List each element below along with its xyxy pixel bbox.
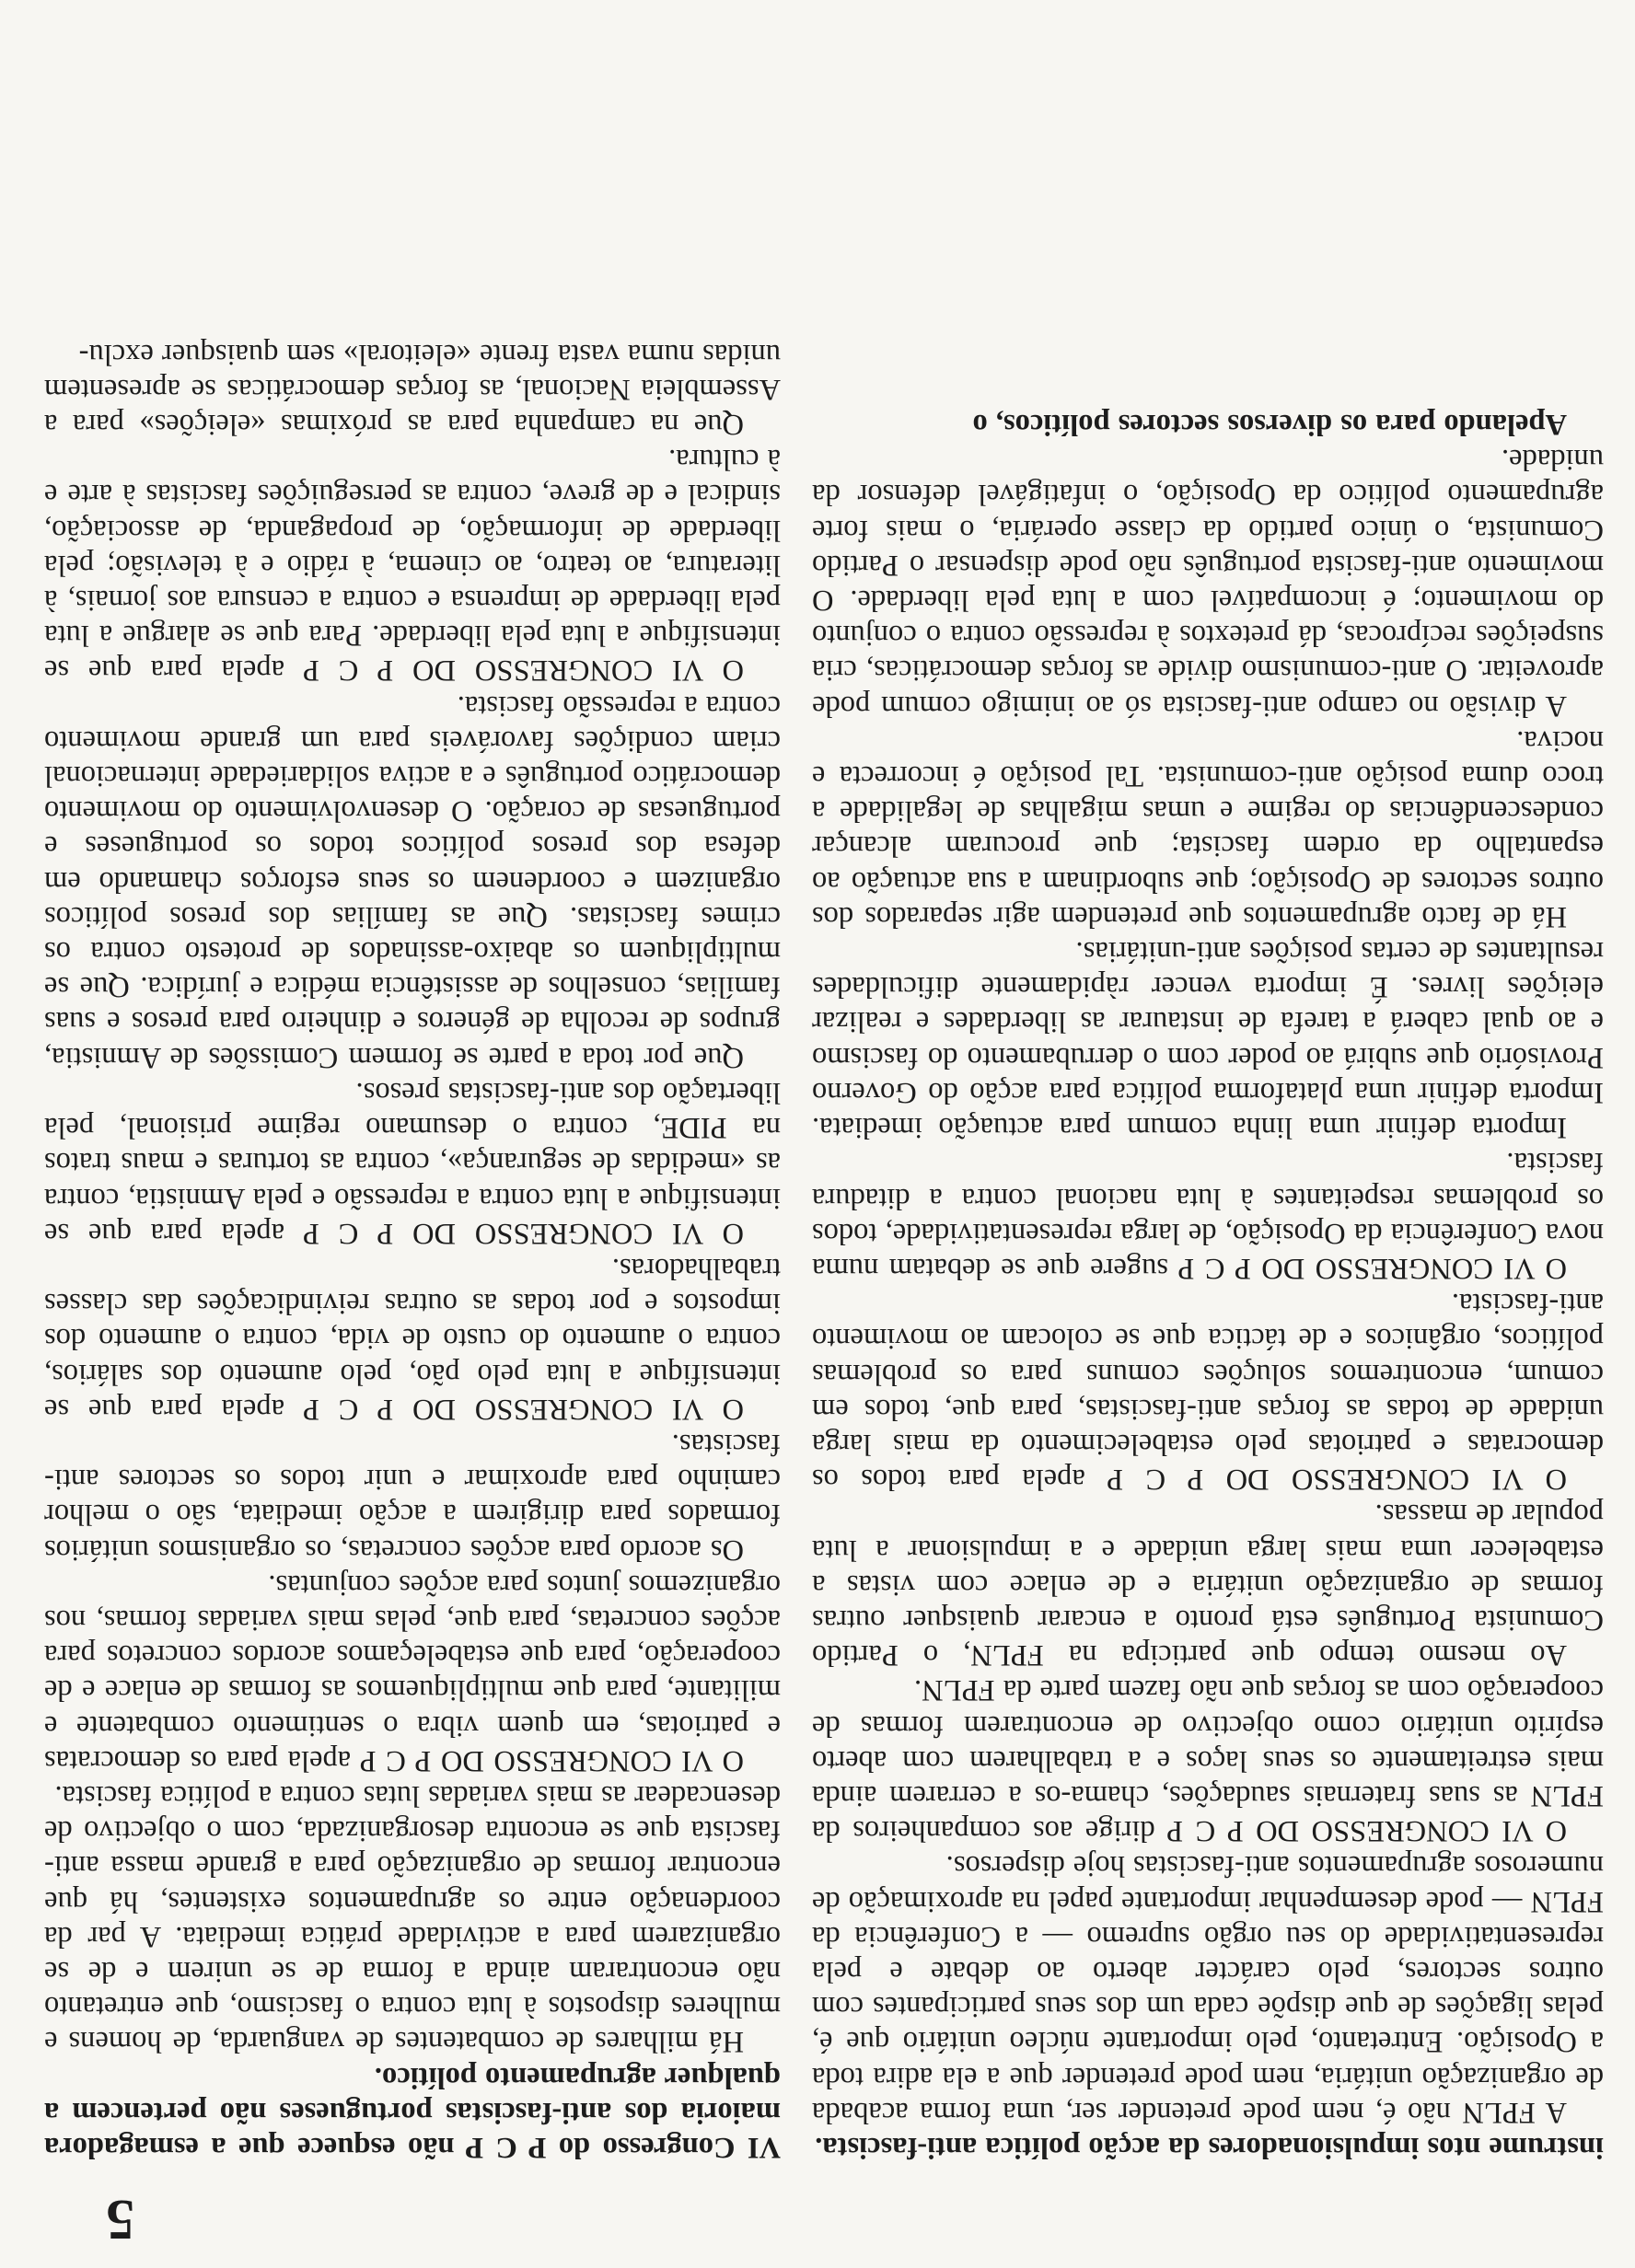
paragraph: Há milhares de combatentes de vanguarda, de homens e mulheres dispostos à luta contra o fascismo, que entretanto não encontraram ainda a forma de se unirem e de se organizarem para a actividade prática imediata. A par da coordenação entre os agrupamentos existentes, há que encontrar formas de organização para a grande massa anti-fascista que se encontra desorganizada, com o objectivo de desencadear as mais variadas lutas contra a política fascista. xyxy=(44,1778,781,2059)
paragraph: O VI CONGRESSO DO P C P apela para os democratas e patriotas, em quem vibra o sentimento combatente e militante, para que multipliquemos as formas de enlace e de cooperação, para que estabeleçamos acordos concretos para acções concretas, para que, pelas mais variadas formas, nos organizemos juntos para acções conjuntas. xyxy=(44,1568,781,1777)
paragraph: Há de facto agrupamentos que pretendem agir separados dos outros sectores de Oposição; que subordinam a sua actuação ao espantalho da ordem fascista; que procuram alcançar condescendências do regime e umas migalhas de legalidade a troco duma posição anti-comunista. Tal posição é incorrecta e nociva. xyxy=(812,723,1604,933)
paragraph: O VI CONGRESSO DO P C P apela para que se intensifique a luta pela liberdade. Para que se alargue a luta pela liberdade de imprensa e contra a censura aos jornais, à literatura, ao teatro, ao cinema, à rádio e à televisão; pela liberdade de informação, de propaganda, de associação, sindical e de greve, contra as perseguições fascistas à arte e à cultura. xyxy=(44,443,781,688)
page-number: 5 xyxy=(106,2188,134,2251)
paragraph: O VI CONGRESSO DO P C P apela para que se intensifique a luta contra a repressão e pela Amnistia, contra as «medidas de segurança», contra as torturas e maus tratos na PIDE, contra o desumano regime prisional, pela libertação dos anti-fascistas presos. xyxy=(44,1075,781,1250)
left-column xyxy=(812,20,1604,2165)
paragraph: A divisão no campo anti-fascista só ao inimigo comum pode aproveitar. O anti-comunismo divide as forças democráticas, cria suspeições recíprocas, dá pretextos à repressão contra o conjunto do movimento; é incompatível com a luta pela liberdade. O movimento anti-fascista português não pode dispensar o Partido Comunista, o único partido da classe operária, o mais forte agrupamento político da Oposição, o infatigável defensor da unidade. xyxy=(812,443,1604,723)
paragraph: Que na campanha para as próximas «eleições» para a Assembleia Nacional, as forças democráticas se apresentem unidas numa vasta frente «eleitoral» sem quaisquer exclu- xyxy=(44,337,781,442)
paragraph: O VI CONGRESSO DO P C P sugere que se debatam numa nova Conferência da Oposição, de larga representatividade, todos os problemas respeitantes à luta nacional contra a ditadura fascista. xyxy=(812,1146,1604,1285)
paragraph: VI Congresso do P C P não esquece que a esmagadora maioria dos anti-fascistas portugueses não pertencem a qualquer agrupamento político. xyxy=(44,2060,781,2164)
paragraph: Apelando para os diversos sectores políticos, o xyxy=(972,408,1567,442)
paragraph: O VI CONGRESSO DO P C P dirige aos companheiros da FPLN as suas fraternais saudações, chama-os a cerrarem ainda mais estreitamente os seus laços e a trabalharem com aberto espírito unitário como objectivo de encontrarem formas de cooperação com as forças que não fazem parte da FPLN. xyxy=(812,1673,1604,1848)
paragraph: Os acordo para acções concretas, os organismos unitários formados para dirigirem a acção imediata, são o melhor caminho para aproximar e unir todos os sectores anti-fascistas. xyxy=(44,1427,781,1567)
paragraph: instrume ntos impulsionadores da acção política anti-fascista. xyxy=(815,2131,1604,2164)
paragraph: Ao mesmo tempo que participa na FPLN, o Partido Comunista Português está pronto a encarar quaisquer outras formas de organização unitária e de enlace com vistas a estabelecer uma mais larga unidade e a impulsionar a luta popular de massas. xyxy=(812,1498,1604,1672)
paragraph: A FPLN não é, nem pode pretender ser, uma forma acabada de organização unitária, nem pode pretender que a ela adira toda a Oposição. Entretanto, pelo importante núcleo unitário que é, pelas ligações de que dispõe cada um dos seus participantes com outros sectores, pelo carácter aberto ao debate e pela representatividade do seu orgão supremo — a Conferência da FPLN — pode desempenhar importante papel na aproximação de numerosos agrupamentos anti-fascistas hoje dispersos. xyxy=(812,1849,1604,2129)
paragraph: O VI CONGRESSO DO P C P apela para todos os democratas e patriotas pelo estabelecimento da mais larga unidade de todas as forças anti-fascistas, para que, todos em comum, encontremos soluções comuns para os problemas políticos, orgânicos e de táctica que se colocam ao movimento anti-fascista. xyxy=(812,1287,1604,1497)
paragraph: O VI CONGRESSO DO P C P apela para que se intensifique a luta pelo pão, pelo aumento dos salários, contra o aumento do custo de vida, contra o aumento dos impostos e por todas as outras reivindicações das classes trabalhadoras. xyxy=(44,1251,781,1426)
paragraph: Importa definir uma linha comum para actuação imediata. Importa definir uma plataforma política para acção do Governo Provisório que subirá ao poder com o derrubamento do fascismo e ao qual caberá a tarefa de instaurar as liberdades e realizar eleições livres. É importa vencer ràpidamente dificuldades resultantes de certas posições anti-unitárias. xyxy=(812,935,1604,1145)
right-column xyxy=(44,20,781,2165)
paragraph: Que por toda a parte se formem Comissões de Amnistia, grupos de recolha de géneros e dinheiro para presos e suas famílias, conselhos de assistência médica e jurídica. Que se multipliquem os abaixo-assinados de protesto contra os crimes fascistas. Que as famílias dos presos políticos organizem e coordenem os seus esforços chamando em defesa dos presos políticos todos os portugueses e portuguesas de coração. O desenvolvimento do movimento democrático português e a activa solidariedade internacional criam condições favoráveis para um grande movimento contra a repressão fascista. xyxy=(44,688,781,1074)
